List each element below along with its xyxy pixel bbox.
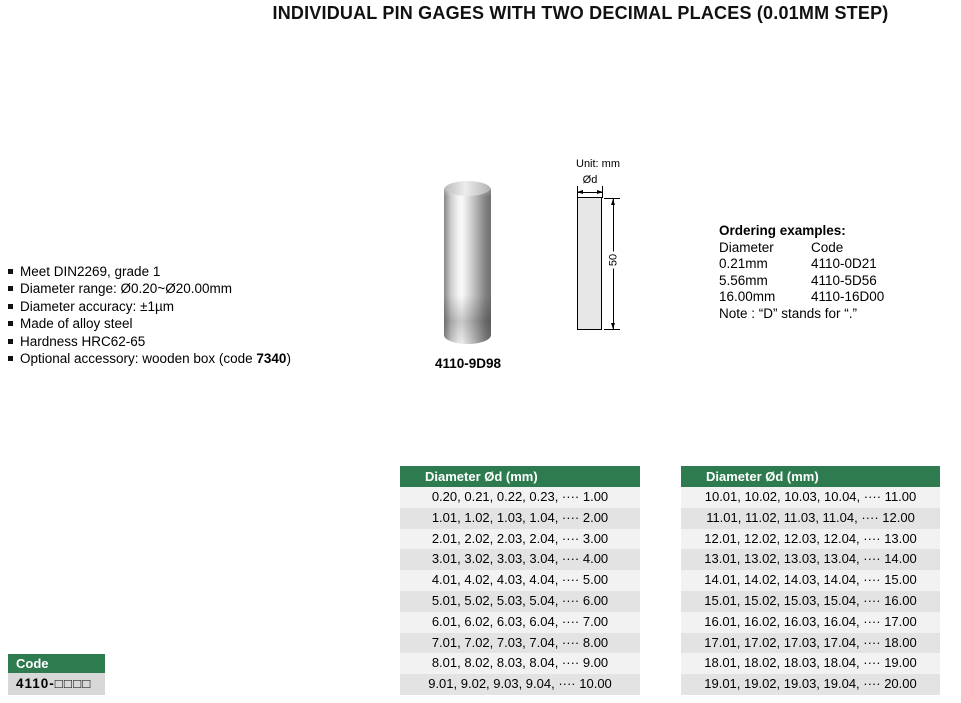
- table-row: 12.01, 12.02, 12.03, 12.04, ···· 13.00: [681, 529, 940, 550]
- code-box: [8, 654, 105, 695]
- unit-label: Unit: mm: [576, 158, 620, 170]
- feature-text: Made of alloy steel: [20, 316, 133, 332]
- pin-side-view: [577, 197, 602, 330]
- table-row: 4.01, 4.02, 4.03, 4.04, ···· 5.00: [400, 570, 640, 591]
- table-row: 11.01, 11.02, 11.03, 11.04, ···· 12.00: [681, 508, 940, 529]
- ordering-examples: [719, 223, 944, 323]
- pin-top-cap: [445, 181, 490, 196]
- table-row: 5.01, 5.02, 5.03, 5.04, ···· 6.00: [400, 591, 640, 612]
- ordering-row: [719, 273, 944, 290]
- ordering-note: Note : “D” stands for “.”: [719, 305, 858, 321]
- pin-cylinder: [444, 181, 491, 344]
- arrow-down-icon: [611, 323, 615, 329]
- table-header: Diameter Ød (mm): [681, 466, 940, 487]
- ordering-title: Ordering examples:: [719, 223, 846, 238]
- ordering-col-diameter: Diameter: [719, 239, 774, 255]
- table-row: 10.01, 10.02, 10.03, 10.04, ···· 11.00: [681, 487, 940, 508]
- table-row: 2.01, 2.02, 2.03, 2.04, ···· 3.00: [400, 529, 640, 550]
- ordering-code: 4110-16D00: [811, 289, 885, 305]
- ordering-row: [719, 256, 944, 273]
- model-number: 4110-9D98: [434, 356, 502, 371]
- length-dim-label: 50: [606, 252, 622, 269]
- feature-text: Diameter accuracy: ±1µm: [20, 298, 174, 314]
- table-row: 15.01, 15.02, 15.03, 15.04, ···· 16.00: [681, 591, 940, 612]
- table-row: 7.01, 7.02, 7.03, 7.04, ···· 8.00: [400, 633, 640, 654]
- table-row: 0.20, 0.21, 0.22, 0.23, ···· 1.00: [400, 487, 640, 508]
- table-row: 13.01, 13.02, 13.03, 13.04, ···· 14.00: [681, 549, 940, 570]
- ordering-row: [719, 289, 944, 306]
- table-row: 6.01, 6.02, 6.03, 6.04, ···· 7.00: [400, 612, 640, 633]
- feature-item: [8, 333, 291, 350]
- feature-text: Meet DIN2269, grade 1: [20, 264, 161, 279]
- extension-line: [604, 329, 620, 330]
- table-row: 3.01, 3.02, 3.03, 3.04, ···· 4.00: [400, 549, 640, 570]
- table-row: 18.01, 18.02, 18.03, 18.04, ···· 19.00: [681, 653, 940, 674]
- accessory-code: 7340: [256, 351, 287, 367]
- bullet-icon: [8, 321, 13, 326]
- feature-text: Diameter range: Ø0.20~Ø20.00mm: [20, 281, 232, 297]
- bullet-icon: [8, 269, 13, 274]
- feature-item: [8, 298, 291, 315]
- arrow-up-icon: [611, 199, 615, 205]
- bullet-icon: [8, 339, 13, 344]
- diameter-table-left: [400, 466, 640, 695]
- pin-gage-image: [444, 181, 491, 344]
- table-header: Diameter Ød (mm): [400, 466, 640, 487]
- feature-text: Hardness HRC62-65: [20, 333, 146, 349]
- feature-text: ): [286, 351, 291, 367]
- page-title: INDIVIDUAL PIN GAGES WITH TWO DECIMAL PLACES (0.01MM STEP): [272, 3, 889, 23]
- ordering-diameter: 16.00mm: [719, 289, 776, 305]
- table-row: 16.01, 16.02, 16.03, 16.04, ···· 17.00: [681, 612, 940, 633]
- bullet-icon: [8, 304, 13, 309]
- table-row: 9.01, 9.02, 9.03, 9.04, ···· 10.00: [400, 674, 640, 695]
- ordering-diameter: 5.56mm: [719, 272, 768, 288]
- feature-item: [8, 263, 291, 280]
- table-row: 19.01, 19.02, 19.03, 19.04, ···· 20.00: [681, 674, 940, 695]
- code-box-header: Code: [8, 654, 105, 673]
- ordering-code: 4110-5D56: [811, 272, 877, 288]
- feature-text: Optional accessory: wooden box (code: [20, 351, 257, 367]
- ordering-col-code: Code: [811, 239, 844, 255]
- diameter-table-right: [681, 466, 940, 695]
- bullet-icon: [8, 286, 13, 291]
- ordering-header-row: [719, 240, 944, 257]
- table-row: 8.01, 8.02, 8.03, 8.04, ···· 9.00: [400, 653, 640, 674]
- table-row: 17.01, 17.02, 17.03, 17.04, ···· 18.00: [681, 633, 940, 654]
- feature-item: [8, 315, 291, 332]
- table-row: 1.01, 1.02, 1.03, 1.04, ···· 2.00: [400, 508, 640, 529]
- feature-item: [8, 280, 291, 297]
- table-row: 14.01, 14.02, 14.03, 14.04, ···· 15.00: [681, 570, 940, 591]
- ordering-code: 4110-0D21: [811, 256, 877, 272]
- diameter-dim-label: Ød: [582, 174, 598, 186]
- arrow-right-icon: [597, 190, 603, 194]
- arrow-left-icon: [577, 190, 583, 194]
- feature-list: [8, 263, 291, 367]
- feature-item-accessory: [8, 350, 291, 367]
- bullet-icon: [8, 356, 13, 361]
- ordering-diameter: 0.21mm: [719, 256, 768, 272]
- code-box-value: 4110-□□□□: [8, 673, 105, 695]
